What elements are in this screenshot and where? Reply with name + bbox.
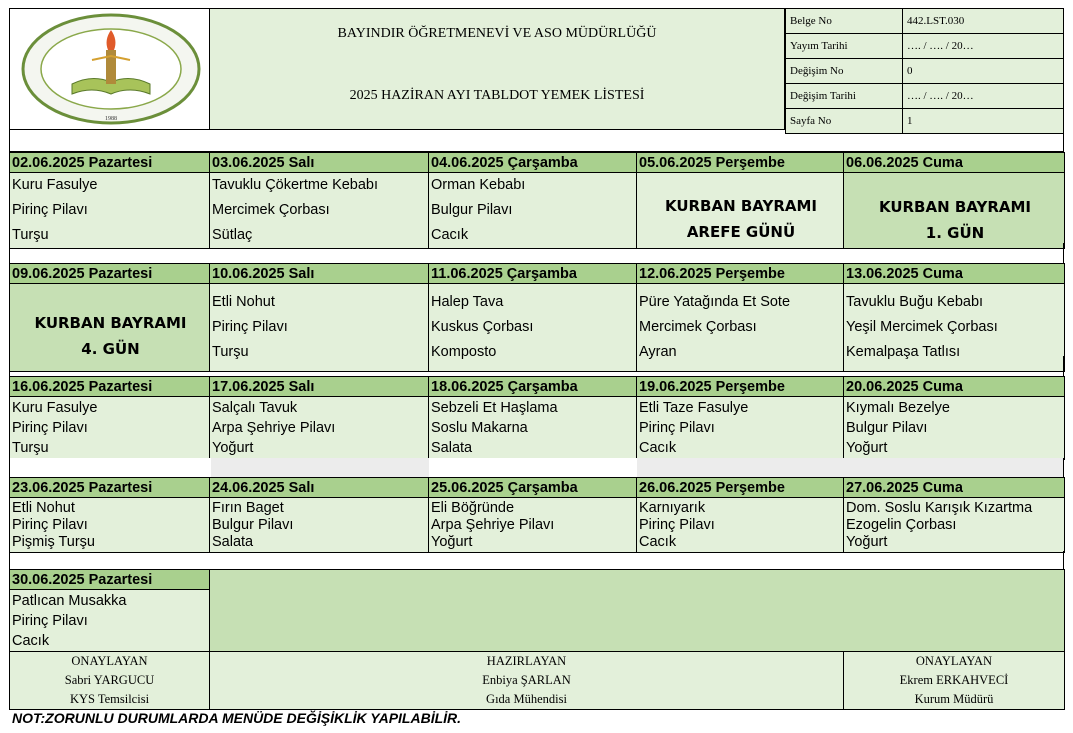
day-header: 06.06.2025 Cuma xyxy=(844,153,1065,173)
menu-item: Bulgur Pilavı xyxy=(212,516,294,533)
menu-item: Salata xyxy=(212,533,254,550)
institution-name: BAYINDIR ÖĞRETMENEVİ VE ASO MÜDÜRLÜĞÜ xyxy=(337,26,657,41)
menu-item: Pirinç Pilavı xyxy=(12,420,88,436)
menu-item: Yoğurt xyxy=(846,533,888,550)
day-header: 30.06.2025 Pazartesi xyxy=(10,570,210,590)
day-header: 04.06.2025 Çarşamba xyxy=(429,153,637,173)
menu-item: Dom. Soslu Karışık Kızartma xyxy=(846,499,1033,516)
menu-item: Orman Kebabı xyxy=(431,177,526,193)
meta-label: Yayım Tarihi xyxy=(786,34,903,59)
day-menu xyxy=(637,498,844,553)
day-header: 27.06.2025 Cuma xyxy=(844,478,1065,498)
menu-item: Tavuklu Buğu Kebabı xyxy=(846,294,984,310)
day-header: 19.06.2025 Perşembe xyxy=(637,377,844,397)
menu-item: Etli Taze Fasulye xyxy=(639,400,749,416)
menu-item: Kıymalı Bezelye xyxy=(846,400,950,416)
day-menu xyxy=(429,397,637,460)
menu-item: Turşu xyxy=(212,344,249,360)
day-header: 16.06.2025 Pazartesi xyxy=(10,377,210,397)
signature-title: KYS Temsilcisi xyxy=(69,692,150,706)
menu-item: Ezogelin Çorbası xyxy=(846,516,957,533)
day-menu xyxy=(844,397,1065,460)
footer-note: NOT:ZORUNLU DURUMLARDA MENÜDE DEĞİŞİKLİK YAPILABİLİR. xyxy=(12,710,462,726)
signature-name: Sabri YARGUCU xyxy=(64,673,155,687)
day-header: 11.06.2025 Çarşamba xyxy=(429,264,637,284)
day-header: 17.06.2025 Salı xyxy=(210,377,429,397)
menu-item: Pirinç Pilavı xyxy=(12,516,88,533)
menu-item: Arpa Şehriye Pilavı xyxy=(212,420,336,436)
menu-item: Salata xyxy=(431,440,473,456)
holiday-sublabel: AREFE GÜNÜ xyxy=(686,222,796,241)
menu-item: Patlıcan Musakka xyxy=(12,593,127,609)
day-header: 05.06.2025 Perşembe xyxy=(637,153,844,173)
meta-value: 442.LST.030 xyxy=(903,9,1064,34)
menu-item: Etli Nohut xyxy=(212,294,275,310)
day-menu xyxy=(429,173,637,249)
meta-label: Belge No xyxy=(786,9,903,34)
menu-item: Kuskus Çorbası xyxy=(431,319,534,335)
holiday-sublabel: 1. GÜN xyxy=(925,223,985,242)
document-title-block xyxy=(210,8,785,130)
menu-item: Yoğurt xyxy=(846,440,888,456)
holiday-label: KURBAN BAYRAMI xyxy=(878,197,1032,216)
document-meta-table xyxy=(785,8,1064,134)
menu-item: Pişmiş Turşu xyxy=(12,533,95,550)
holiday-sublabel: 4. GÜN xyxy=(81,339,140,358)
day-menu xyxy=(10,498,210,553)
day-header: 26.06.2025 Perşembe xyxy=(637,478,844,498)
spacer-row xyxy=(9,356,1064,376)
meta-value: 0 xyxy=(903,59,1064,84)
day-header: 13.06.2025 Cuma xyxy=(844,264,1065,284)
menu-item: Ayran xyxy=(639,344,677,360)
empty-week-cell xyxy=(210,570,1065,653)
menu-item: Bulgur Pilavı xyxy=(846,420,928,436)
menu-item: Püre Yatağında Et Sote xyxy=(639,294,791,310)
menu-item: Bulgur Pilavı xyxy=(431,202,513,218)
signature-block xyxy=(10,652,210,710)
week-table-4 xyxy=(9,477,1065,553)
day-header: 10.06.2025 Salı xyxy=(210,264,429,284)
day-header: 25.06.2025 Çarşamba xyxy=(429,478,637,498)
holiday-label: KURBAN BAYRAMI xyxy=(664,196,818,215)
day-header: 24.06.2025 Salı xyxy=(210,478,429,498)
day-menu xyxy=(210,498,429,553)
week-table-3 xyxy=(9,376,1065,460)
meta-row xyxy=(786,9,1064,34)
day-menu xyxy=(10,173,210,249)
holiday-label: KURBAN BAYRAMI xyxy=(34,313,187,332)
signature-role: HAZIRLAYAN xyxy=(486,654,567,668)
signature-table xyxy=(9,651,1065,710)
signature-block xyxy=(844,652,1065,710)
day-menu xyxy=(10,397,210,460)
meta-label: Değişim No xyxy=(786,59,903,84)
spacer-row xyxy=(9,130,1064,152)
meta-row xyxy=(786,34,1064,59)
signature-name: Ekrem ERKAHVECİ xyxy=(899,673,1009,687)
signature-role: ONAYLAYAN xyxy=(915,654,993,668)
meta-value: 1 xyxy=(903,109,1064,134)
signature-title: Kurum Müdürü xyxy=(914,692,994,706)
page-title: 2025 HAZİRAN AYI TABLDOT YEMEK LİSTESİ xyxy=(349,88,645,103)
day-menu xyxy=(210,397,429,460)
spacer-row xyxy=(9,243,1064,263)
menu-item: Mercimek Çorbası xyxy=(639,319,757,335)
menu-item: Turşu xyxy=(12,227,49,243)
menu-item: Cacık xyxy=(639,440,677,456)
menu-item: Karnıyarık xyxy=(639,499,706,516)
day-menu xyxy=(429,498,637,553)
day-header: 18.06.2025 Çarşamba xyxy=(429,377,637,397)
menu-item: Komposto xyxy=(431,344,497,360)
day-header: 02.06.2025 Pazartesi xyxy=(10,153,210,173)
day-menu xyxy=(10,590,210,653)
menu-item: Halep Tava xyxy=(431,294,504,310)
menu-item: Mercimek Çorbası xyxy=(212,202,330,218)
menu-item: Salçalı Tavuk xyxy=(212,400,298,416)
menu-item: Cacık xyxy=(639,533,677,550)
menu-item: Yoğurt xyxy=(431,533,473,550)
menu-item: Sebzeli Et Haşlama xyxy=(431,400,558,416)
day-menu xyxy=(637,397,844,460)
menu-item: Pirinç Pilavı xyxy=(12,202,88,218)
menu-item: Eli Böğründe xyxy=(431,499,515,516)
menu-item: Soslu Makarna xyxy=(431,420,528,436)
meta-value: …. / …. / 20… xyxy=(903,84,1064,109)
day-header: 12.06.2025 Perşembe xyxy=(637,264,844,284)
meta-label: Değişim Tarihi xyxy=(786,84,903,109)
holiday-cell xyxy=(637,173,844,249)
week-table-1 xyxy=(9,152,1065,249)
signature-title: Gıda Mühendisi xyxy=(486,692,567,706)
spacer-row xyxy=(9,551,1064,569)
day-menu xyxy=(210,173,429,249)
institution-logo xyxy=(20,12,202,126)
day-header: 23.06.2025 Pazartesi xyxy=(10,478,210,498)
day-header: 20.06.2025 Cuma xyxy=(844,377,1065,397)
signature-name: Enbiya ŞARLAN xyxy=(482,673,571,687)
meta-row xyxy=(786,59,1064,84)
menu-item: Pirinç Pilavı xyxy=(639,516,715,533)
meta-row xyxy=(786,84,1064,109)
menu-item: Kemalpaşa Tatlısı xyxy=(846,344,961,360)
signature-role: ONAYLAYAN xyxy=(71,654,148,668)
spacer-row xyxy=(9,458,1064,477)
menu-item: Pirinç Pilavı xyxy=(639,420,715,436)
svg-text:1988: 1988 xyxy=(105,116,117,122)
menu-item: Kuru Fasulye xyxy=(12,400,98,416)
day-header: 03.06.2025 Salı xyxy=(210,153,429,173)
menu-item: Etli Nohut xyxy=(12,499,75,516)
menu-item: Cacık xyxy=(12,633,50,649)
menu-item: Turşu xyxy=(12,440,49,456)
meta-value: …. / …. / 20… xyxy=(903,34,1064,59)
menu-item: Yoğurt xyxy=(212,440,254,456)
menu-item: Pirinç Pilavı xyxy=(212,319,288,335)
menu-item: Cacık xyxy=(431,227,469,243)
meta-label: Sayfa No xyxy=(786,109,903,134)
menu-item: Arpa Şehriye Pilavı xyxy=(431,516,555,533)
holiday-cell xyxy=(844,173,1065,249)
day-menu xyxy=(844,498,1065,553)
menu-item: Yeşil Mercimek Çorbası xyxy=(846,319,998,335)
menu-item: Kuru Fasulye xyxy=(12,177,98,193)
day-header: 09.06.2025 Pazartesi xyxy=(10,264,210,284)
menu-item: Fırın Baget xyxy=(212,499,284,516)
signature-block xyxy=(210,652,844,710)
week-table-5 xyxy=(9,569,1065,653)
menu-item: Tavuklu Çökertme Kebabı xyxy=(212,177,379,193)
menu-item: Sütlaç xyxy=(212,227,253,243)
menu-item: Pirinç Pilavı xyxy=(12,613,88,629)
